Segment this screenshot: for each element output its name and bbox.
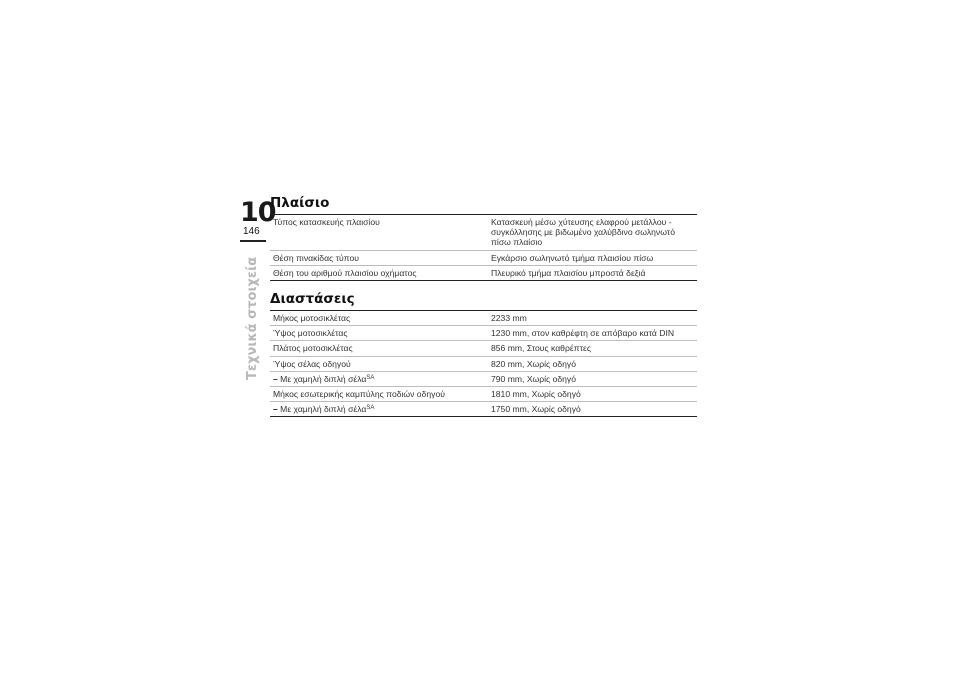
table-row bbox=[270, 402, 697, 417]
row-label: Με χαμηλή διπλή σέλα bbox=[280, 404, 367, 415]
row-label-cell bbox=[270, 371, 488, 386]
special-accessory-marker: SA bbox=[366, 374, 375, 381]
bullet-dash: – bbox=[273, 404, 278, 415]
row-label-cell bbox=[270, 326, 488, 341]
dimensions-heading: Διαστάσεις bbox=[270, 291, 355, 307]
table-row bbox=[270, 215, 697, 251]
row-value: Πλευρικό τμήμα πλαισίου μπροστά δεξιά bbox=[491, 267, 646, 278]
row-label-cell bbox=[270, 311, 488, 326]
row-label-cell bbox=[270, 265, 488, 280]
row-label-cell bbox=[270, 250, 488, 265]
row-label: Τύπος κατασκευής πλαισίου bbox=[273, 217, 380, 227]
table-row bbox=[270, 341, 697, 356]
row-value: Εγκάρσιο σωληνωτό τμήμα πλαισίου πίσω bbox=[491, 252, 654, 263]
row-label-cell bbox=[270, 215, 488, 251]
row-value: 856 mm, Στους καθρέπτες bbox=[491, 343, 591, 354]
page-number: 146 bbox=[243, 226, 260, 237]
dimensions-table bbox=[270, 310, 697, 417]
row-value: 1810 mm, Χωρίς οδηγό bbox=[491, 389, 581, 400]
table-row bbox=[270, 387, 697, 402]
row-value: Κατασκευή μέσω χύτευσης ελαφρού μετάλλου - συγκόλλησης με βιδωμένο χαλύβδινο σωληνωτό πίσω πλαίσιο bbox=[491, 217, 675, 248]
row-value: 1750 mm, Χωρίς οδηγό bbox=[491, 404, 581, 415]
row-label: Πλάτος μοτοσικλέτας bbox=[273, 343, 353, 354]
bullet-dash: – bbox=[273, 373, 278, 384]
row-label: Θέση του αριθμού πλαισίου οχήματος bbox=[273, 267, 417, 278]
special-accessory-marker: SA bbox=[366, 405, 375, 412]
row-label-cell bbox=[270, 341, 488, 356]
row-label: Θέση πινακίδας τύπου bbox=[273, 252, 359, 263]
chapter-side-title: Τεχνικά στοιχεία bbox=[245, 256, 260, 380]
row-value: 2233 mm bbox=[491, 313, 527, 323]
row-value: 790 mm, Χωρίς οδηγό bbox=[491, 373, 577, 384]
table-row bbox=[270, 371, 697, 386]
row-label-cell bbox=[270, 387, 488, 402]
frame-heading: Πλαίσιο bbox=[270, 195, 330, 211]
row-label: Με χαμηλή διπλή σέλα bbox=[280, 373, 367, 384]
row-label: Μήκος μοτοσικλέτας bbox=[273, 313, 351, 323]
table-row bbox=[270, 356, 697, 371]
table-row bbox=[270, 326, 697, 341]
chapter-number: 10 bbox=[240, 197, 276, 228]
row-value: 820 mm, Χωρίς οδηγό bbox=[491, 358, 577, 369]
row-label-cell bbox=[270, 356, 488, 371]
row-label: Ύψος μοτοσικλέτας bbox=[273, 328, 348, 339]
table-row bbox=[270, 265, 697, 280]
row-label-cell bbox=[270, 402, 488, 417]
frame-table bbox=[270, 214, 697, 281]
table-row bbox=[270, 311, 697, 326]
row-label: Μήκος εσωτερικής καμπύλης ποδιών οδηγού bbox=[273, 389, 445, 400]
row-label: Ύψος σέλας οδηγού bbox=[273, 358, 351, 369]
row-value: 1230 mm, στον καθρέφτη σε απόβαρο κατά DIN bbox=[491, 328, 675, 339]
table-row bbox=[270, 250, 697, 265]
